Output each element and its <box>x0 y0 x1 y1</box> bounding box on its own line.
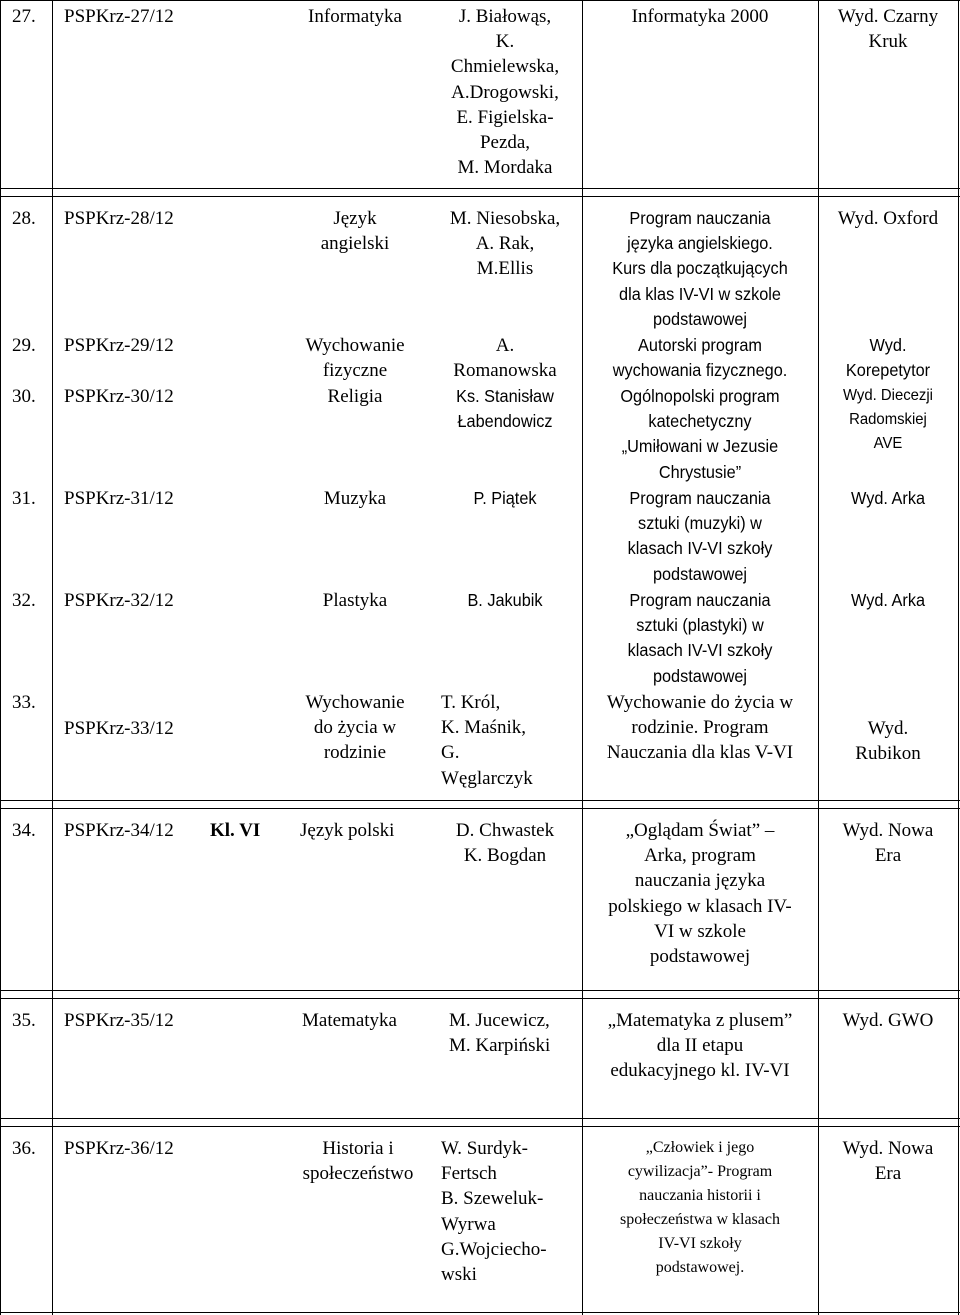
row-divider <box>0 188 960 189</box>
authors: D. Chwastek K. Bogdan <box>455 820 555 867</box>
program-name: „Matematyka z plusem” dla II etapu edukacyjnego kl. IV-VI <box>607 1010 793 1082</box>
program-code: PSPKrz-35/12 <box>64 1010 174 1031</box>
authors: A. Romanowska <box>453 335 557 382</box>
subject: Język polski <box>300 820 395 841</box>
program-code: PSPKrz-28/12 <box>64 208 174 229</box>
publisher: Wyd. Arka <box>850 590 926 610</box>
publisher: Wyd. Nowa Era <box>842 1138 934 1185</box>
row-divider <box>0 1118 960 1119</box>
program-name: „Oglądam Świat” – Arka, program nauczania języka polskiego w klasach IV- VI w szkole podstawowej <box>608 820 792 968</box>
row-divider <box>0 0 960 1</box>
subject: Religia <box>327 386 383 407</box>
program-name: Program nauczania języka angielskiego. Kurs dla początkujących dla klas IV-VI w szkole podstawowej <box>612 208 788 329</box>
authors: Ks. Stanisław Łabendowicz <box>456 386 554 432</box>
subject: Informatyka <box>308 6 402 27</box>
publisher: Wyd. Oxford <box>837 208 939 229</box>
row-number: 27. <box>12 6 36 27</box>
authors: M. Niesobska, A. Rak, M.Ellis <box>449 208 561 280</box>
program-name: Wychowanie do życia w rodzinie. Program Nauczania dla klas V-VI <box>606 692 794 764</box>
publisher: Wyd. GWO <box>842 1010 934 1031</box>
program-name: „Człowiek i jego cywilizacja”- Program nauczania historii i społeczeństwa w klasach IV-VI szkoły podstawowej. <box>620 1139 780 1276</box>
program-code: PSPKrz-31/12 <box>64 488 174 509</box>
program-name: Autorski program wychowania fizycznego. <box>612 335 788 381</box>
row-number: 28. <box>12 208 36 229</box>
authors: J. Białowąs, K. Chmielewska, A.Drogowski, E. Figielska- Pezda, M. Mordaka <box>450 6 560 179</box>
authors: B. Jakubik <box>467 590 543 610</box>
publisher: Wyd. Diecezji Radomskiej AVE <box>842 387 933 452</box>
row-number: 36. <box>12 1138 36 1159</box>
publisher: Wyd. Nowa Era <box>842 820 934 867</box>
subject: Muzyka <box>323 488 387 509</box>
row-divider <box>0 808 960 809</box>
program-code: PSPKrz-27/12 <box>64 6 174 27</box>
program-code: PSPKrz-33/12 <box>64 718 174 739</box>
subject: Historia i społeczeństwo <box>302 1138 414 1185</box>
row-divider <box>0 990 960 991</box>
subject: Plastyka <box>322 590 388 611</box>
program-name: Ogólnopolski program katechetyczny „Umiłowani w Jezusie Chrystusie” <box>620 386 780 482</box>
program-code: PSPKrz-29/12 <box>64 335 174 356</box>
subject: Wychowanie fizyczne <box>305 335 405 382</box>
authors: M. Jucewicz, M. Karpiński <box>449 1010 551 1057</box>
program-name: Program nauczania sztuki (muzyki) w klasach IV-VI szkoły podstawowej <box>627 488 773 584</box>
row-number: 33. <box>12 692 36 713</box>
row-number: 34. <box>12 820 36 841</box>
row-number: 30. <box>12 386 36 407</box>
publisher: Wyd. Korepetytor <box>845 335 931 381</box>
row-divider <box>0 800 960 801</box>
program-name: Informatyka 2000 <box>631 6 769 27</box>
row-number: 31. <box>12 488 36 509</box>
program-code: PSPKrz-30/12 <box>64 386 174 407</box>
row-divider <box>0 998 960 999</box>
authors: W. Surdyk- Fertsch B. Szeweluk- Wyrwa G.Wojciecho- wski <box>441 1138 547 1286</box>
row-number: 35. <box>12 1010 36 1031</box>
program-code: PSPKrz-34/12 <box>64 820 174 841</box>
program-name: Program nauczania sztuki (plastyki) w klasach IV-VI szkoły podstawowej <box>627 590 773 686</box>
subject: Matematyka <box>302 1010 397 1031</box>
row-number: 29. <box>12 335 36 356</box>
class-label: Kl. VI <box>210 820 261 841</box>
row-number: 32. <box>12 590 36 611</box>
subject: Wychowanie do życia w rodzinie <box>305 692 405 764</box>
publisher: Wyd. Rubikon <box>855 718 921 765</box>
subject: Język angielski <box>320 208 390 255</box>
authors: T. Król, K. Maśnik, G. Węglarczyk <box>441 692 533 789</box>
program-code: PSPKrz-36/12 <box>64 1138 174 1159</box>
program-code: PSPKrz-32/12 <box>64 590 174 611</box>
row-divider <box>0 1312 960 1313</box>
authors: P. Piątek <box>473 488 537 508</box>
publisher: Wyd. Czarny Kruk <box>837 6 939 53</box>
row-divider <box>0 1126 960 1127</box>
publisher: Wyd. Arka <box>850 488 926 508</box>
row-divider <box>0 196 960 197</box>
